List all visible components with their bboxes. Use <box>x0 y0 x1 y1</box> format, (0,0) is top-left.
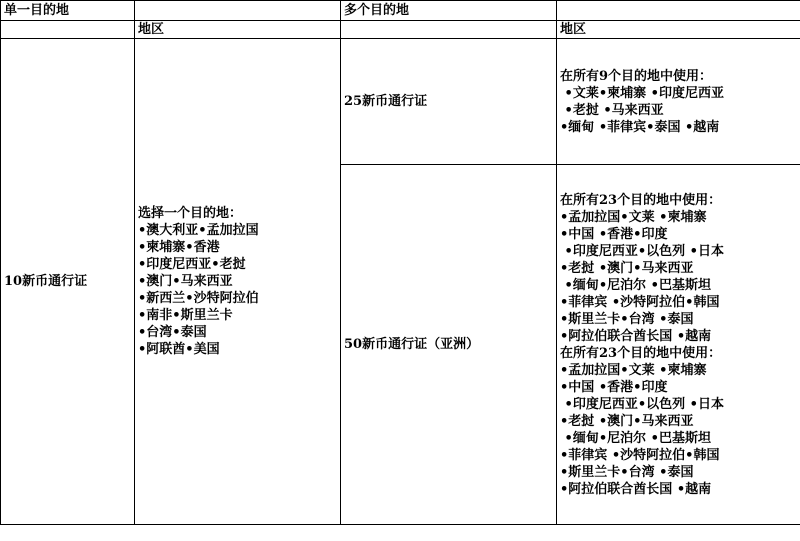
list-item: •老挝 •澳门•马来西亚 <box>560 260 694 276</box>
list-item: •缅甸•尼泊尔 •巴基斯坦 <box>560 277 711 293</box>
region-header-multi: 地区 <box>557 21 800 39</box>
list-item: 在所有9个目的地中使用： <box>560 68 713 84</box>
single-pass-regions <box>135 39 341 525</box>
subheader-blank <box>1 21 135 39</box>
subheader-row <box>1 21 800 39</box>
list-item: •澳门•马来西亚 <box>138 274 233 289</box>
single-pass-intro: 选择一个目的地： <box>138 206 243 221</box>
table-row <box>1 39 800 165</box>
list-item: •阿拉伯联合酋长国 •越南 <box>560 328 712 344</box>
header-blank <box>135 1 341 21</box>
multi-pass-25-regions <box>557 39 800 165</box>
list-item: •中国 •香港•印度 <box>560 379 668 395</box>
list-item: •南非•斯里兰卡 <box>138 308 233 323</box>
subheader-blank <box>341 21 557 39</box>
list-item: •文莱•柬埔寨 •印度尼西亚 <box>560 85 724 101</box>
list-item: •印度尼西亚•老挝 <box>138 257 246 272</box>
multi-destination-header: 多个目的地 <box>341 1 557 21</box>
multi-pass-50-regions <box>557 165 800 525</box>
list-item: •柬埔寨•香港 <box>138 240 220 255</box>
pass-name-25: 25新币通行证 <box>341 39 557 165</box>
list-item: 在所有23个目的地中使用： <box>560 345 722 361</box>
single-destination-header: 单一目的地 <box>1 1 135 21</box>
list-item: •老挝 •澳门•马来西亚 <box>560 413 694 429</box>
list-item: •缅甸 •菲律宾•泰国 •越南 <box>560 119 720 135</box>
pass-name-10: 10新币通行证 <box>1 39 135 525</box>
list-item: •阿联酋•美国 <box>138 342 220 357</box>
list-item: •中国 •香港•印度 <box>560 226 668 242</box>
list-item: •孟加拉国•文莱 •柬埔寨 <box>560 209 707 225</box>
region-header-single: 地区 <box>135 21 341 39</box>
list-item: •澳大利亚•孟加拉国 <box>138 223 259 238</box>
list-item: •菲律宾 •沙特阿拉伯•韩国 <box>560 447 720 463</box>
pass-name-50: 50新币通行证（亚洲） <box>341 165 557 525</box>
list-item: •新西兰•沙特阿拉伯 <box>138 291 259 306</box>
list-item: •台湾•泰国 <box>138 325 207 340</box>
list-item: •孟加拉国•文莱 •柬埔寨 <box>560 362 707 378</box>
list-item: •印度尼西亚•以色列 •日本 <box>560 396 724 412</box>
list-item: •印度尼西亚•以色列 •日本 <box>560 243 724 259</box>
list-item: •缅甸•尼泊尔 •巴基斯坦 <box>560 430 711 446</box>
list-item: •阿拉伯联合酋长国 •越南 <box>560 481 712 497</box>
list-item: •老挝 •马来西亚 <box>560 102 664 118</box>
header-blank <box>557 1 800 21</box>
list-item: •斯里兰卡•台湾 •泰国 <box>560 311 694 327</box>
list-item: •斯里兰卡•台湾 •泰国 <box>560 464 694 480</box>
list-item: 在所有23个目的地中使用： <box>560 192 722 208</box>
list-item: •菲律宾 •沙特阿拉伯•韩国 <box>560 294 720 310</box>
header-row <box>1 1 800 21</box>
